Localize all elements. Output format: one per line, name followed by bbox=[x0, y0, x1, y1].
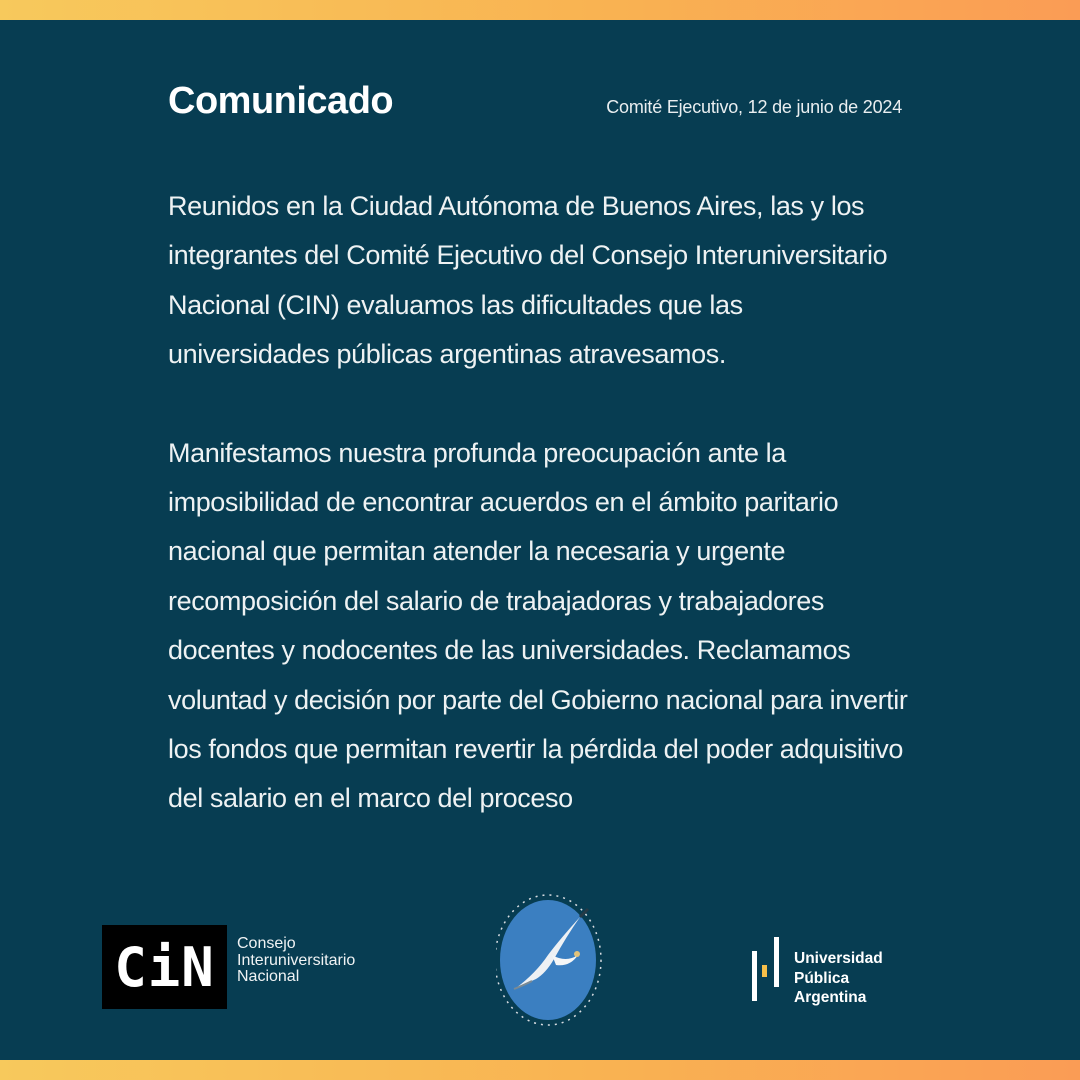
statement-body bbox=[168, 182, 908, 873]
upa-logo bbox=[748, 935, 918, 1015]
cin-logo bbox=[102, 925, 227, 1009]
cin-name bbox=[237, 936, 355, 986]
cin-name-line: Consejo bbox=[237, 935, 296, 952]
dateline: Comité Ejecutivo, 12 de junio de 2024 bbox=[606, 97, 902, 117]
upa-mark-icon bbox=[748, 935, 788, 1007]
statement-paragraph: Reunidos en la Ciudad Autónoma de Buenos Aires, las y los integrantes del Comité Ejecutivo del Consejo Interuniversitario Nacional (CIN) evaluamos las dificultades que las universidades públicas argentinas atravesamos. bbox=[168, 191, 888, 370]
cin-name-line: Interuniversitario bbox=[237, 951, 356, 969]
bottom-accent-stripe bbox=[0, 1060, 1080, 1080]
cin-logo-mark: CiN bbox=[114, 935, 215, 999]
upa-name-line: Pública bbox=[794, 969, 850, 987]
albatross-seal-icon bbox=[496, 893, 604, 1028]
statement-paragraph: Manifestamos nuestra profunda preocupación ante la imposibilidad de encontrar acuerdos en el ámbito paritario nacional que permitan atender la necesaria y urgente recomposición del salario de trabajadoras y trabajadores docentes y nodocentes de las universidades. Reclamamos voluntad y decisión por parte del Gobierno nacional para invertir los fondos que permitan revertir la pérdida del poder adquisitivo del salario en el marco del proceso bbox=[168, 437, 908, 814]
page-title: Comunicado bbox=[168, 80, 394, 122]
cin-name-line: Nacional bbox=[237, 968, 300, 985]
footer-logos bbox=[0, 880, 1080, 1055]
top-accent-stripe bbox=[0, 0, 1080, 20]
upa-name bbox=[794, 949, 883, 1008]
upa-name-line: Argentina bbox=[794, 989, 867, 1006]
upa-name-line: Universidad bbox=[794, 950, 883, 967]
